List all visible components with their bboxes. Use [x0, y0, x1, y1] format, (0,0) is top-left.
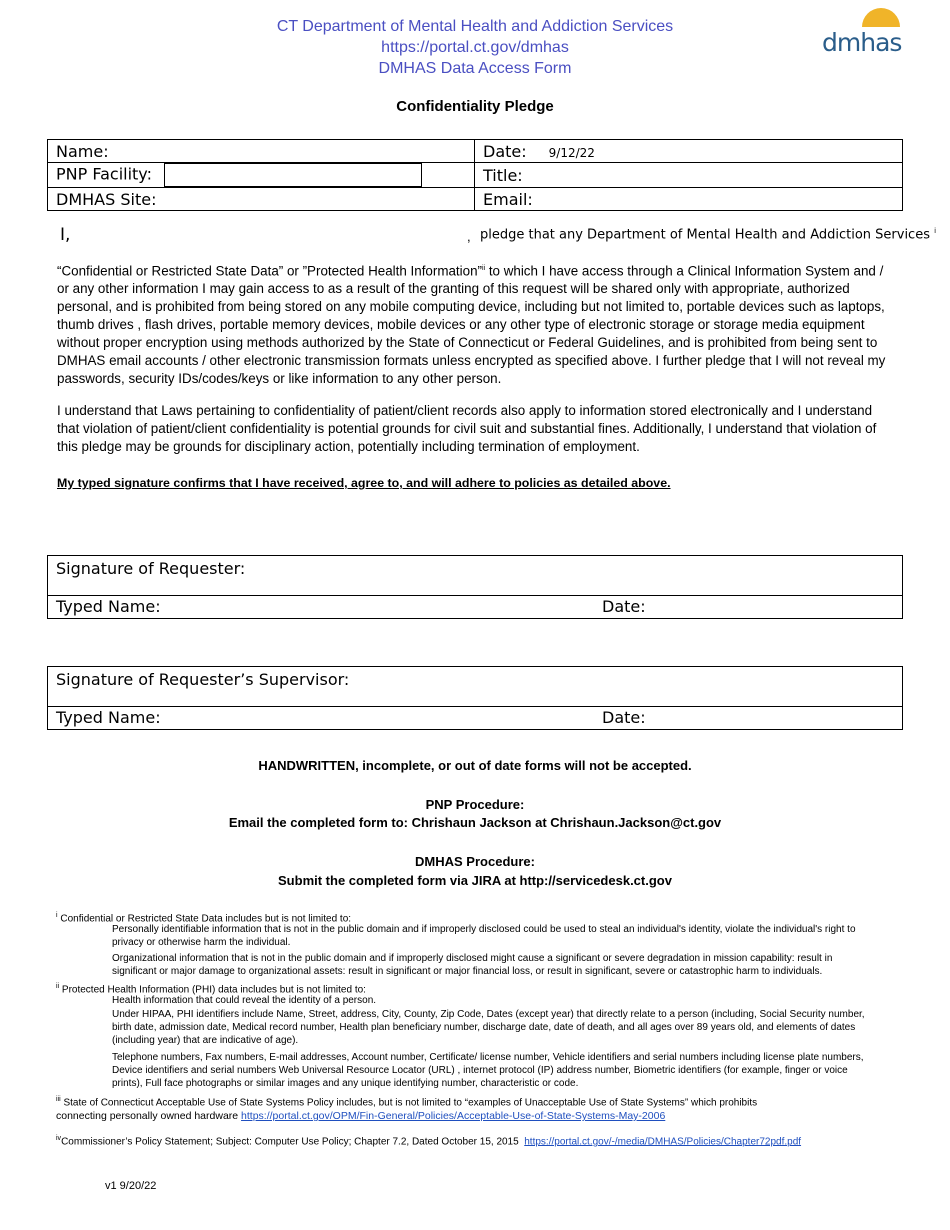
supervisor-signature-field[interactable] [48, 667, 902, 707]
supervisor-date-label: Date: [602, 708, 646, 727]
requester-signature-field[interactable] [48, 556, 902, 596]
requester-date-label: Date: [602, 597, 646, 616]
pledge-i: I, [60, 225, 71, 245]
date-value: 9/12/22 [548, 145, 595, 160]
title-label: Title: [483, 165, 523, 185]
pledge-intro [480, 227, 936, 242]
version-label: v1 9/20/22 [105, 1180, 157, 1192]
pledge-paragraph-1 [57, 260, 895, 388]
date-field[interactable] [475, 140, 903, 163]
footnote-marker-i: i [934, 227, 937, 235]
name-label: Name: [56, 141, 109, 161]
footnote-1-marker: i [56, 912, 58, 919]
date-label: Date: [483, 141, 527, 161]
facility-field [48, 163, 475, 188]
computer-use-policy-link[interactable]: https://portal.ct.gov/-/media/DMHAS/Policies/Chapter72pdf.pdf [524, 1136, 802, 1148]
pledge-intro-text: pledge that any Department of Mental Health and Addiction Services [480, 227, 930, 243]
footnote-2b: Under HIPAA, PHI identifiers include Name, Street, address, City, County, Zip Code, Dates (except year) that directly relate to a person (including, Social Security number, birth date, admission date, Medical record number, Health plan beneficiary number, discharge date, date of death, and all ages over 89 years old, and elements of dates (including year) that are indicative of age). [112, 1009, 865, 1046]
pledge-comma: , [467, 229, 471, 244]
pnp-procedure-text: Email the completed form to: Chrishaun Jackson at Chrishaun.Jackson@ct.gov [228, 815, 722, 830]
pledge-paragraph-2: I understand that Laws pertaining to confidentiality of patient/client records also apply to information stored electronically and I understand that violation of patient/client confidentiality is potential grounds for civil suit and substantial fines. Additionally, I understand that violation of this pledge may be grounds for disciplinary action, potentially including termination of employment. [57, 403, 877, 454]
footnote-2a: Health information that could reveal the identity of a person. [112, 995, 377, 1006]
org-url: https://portal.ct.gov/dmhas [381, 39, 569, 56]
supervisor-signature-box [47, 666, 903, 730]
supervisor-signature-label: Signature of Requester’s Supervisor: [56, 670, 350, 689]
footnote-marker-ii: ii [481, 265, 486, 272]
footnote-1-title-text: Confidential or Restricted State Data includes but is not limited to: [60, 913, 352, 925]
site-field[interactable] [48, 188, 475, 211]
footnote-2c: Telephone numbers, Fax numbers, E-mail addresses, Account number, Certificate/ license number, Vehicle identifiers and serial numbers including license plate numbers, Device identifiers and serial numbers Web Universal Resource Locator (URL) , internet protocol (IP) address number, Biometric identifiers (for example, finger or voice prints), Full face photographs or similar images and any unique identifying number, characteristic or code. [112, 1052, 864, 1089]
requester-typed-name-label: Typed Name: [56, 597, 161, 616]
email-field[interactable] [475, 188, 903, 211]
org-name: CT Department of Mental Health and Addiction Services [276, 18, 674, 35]
footnote-3 [56, 1093, 757, 1109]
footnote-1b: Organizational information that is not in the public domain and if improperly disclosed might cause a significant or severe degradation in mission capability: result in significant or major damage to organizational assets: result in significant or major financial loss, or result in significant, severe or catastrophic harm to individuals. [112, 953, 833, 977]
site-label: DMHAS Site: [56, 189, 157, 209]
footnote-4-text: Commissioner’s Policy Statement; Subject: Computer Use Policy; Chapter 7.2, Dated October 15, 2015 [61, 1136, 519, 1148]
footnote-3-text2: connecting personally owned hardware [56, 1110, 239, 1122]
name-field[interactable] [48, 140, 475, 163]
confirm-statement: My typed signature confirms that I have received, agree to, and will adhere to policies as detailed above. [57, 476, 671, 490]
footnote-1a: Personally identifiable information that is not in the public domain and if improperly disclosed could be used to steal an individual's identity, violate the individual's right to privacy or otherwise harm the individual. [112, 924, 856, 948]
email-label: Email: [483, 189, 533, 209]
handwritten-warning: HANDWRITTEN, incomplete, or out of date forms will not be accepted. [258, 758, 692, 773]
page-title: Confidentiality Pledge [396, 98, 554, 115]
facility-label: PNP Facility: [56, 164, 152, 184]
pledge-para1-rest: to which I have access through a Clinical Information System and / or any other information I may gain access to as a result of the granting of this request will be shared only with appropriate, authorized personal, and is prohibited from being stored on any mobile computing device, including but not limited to, portable devices such as laptops, thumb drives , flash drives, portable memory devices, mobile devices or any other type of electronic storage or storage media equipment without proper encryption using methods authorized by the State of Connecticut or Federal Guidelines, and is prohibited from being sent to DMHAS email accounts / other electronic transmission formats unless encrypted as specified above. I further pledge that I will not reveal my passwords, security IDs/codes/keys or like information to any other person. [57, 263, 886, 387]
form-name: DMHAS Data Access Form [378, 60, 572, 77]
facility-input[interactable] [164, 163, 422, 187]
pnp-procedure-heading: PNP Procedure: [425, 797, 525, 812]
dmhas-procedure-heading: DMHAS Procedure: [415, 854, 535, 869]
pledge-para1-lead: “Confidential or Restricted State Data” or ”Protected Health Information” [57, 263, 482, 279]
supervisor-typed-name-label: Typed Name: [56, 708, 161, 727]
info-table [47, 139, 903, 211]
requester-typed-row[interactable] [48, 596, 902, 618]
dmhas-logo [822, 6, 904, 57]
title-field[interactable] [475, 163, 903, 188]
footnote-3-marker: iii [56, 1096, 61, 1103]
requester-signature-box [47, 555, 903, 619]
dmhas-procedure-text: Submit the completed form via JIRA at http://servicedesk.ct.gov [278, 873, 672, 888]
sun-icon [862, 8, 900, 27]
footnote-3-text: State of Connecticut Acceptable Use of State Systems Policy includes, but is not limited to “examples of Unacceptable Use of State Systems” which prohibits [63, 1097, 758, 1109]
requester-signature-label: Signature of Requester: [56, 559, 246, 578]
footnote-2-marker: ii [56, 983, 60, 990]
footnote-4-marker: iv [56, 1135, 62, 1142]
footnote-4 [56, 1132, 801, 1148]
footnote-2-title-text: Protected Health Information (PHI) data includes but is not limited to: [61, 984, 366, 996]
acceptable-use-policy-link[interactable]: https://portal.ct.gov/OPM/Fin-General/Policies/Acceptable-Use-of-State-Systems-May-2006 [241, 1110, 666, 1122]
logo-text: dmhas [822, 28, 902, 57]
footnote-3-line2 [56, 1110, 665, 1123]
supervisor-typed-row[interactable] [48, 707, 902, 729]
